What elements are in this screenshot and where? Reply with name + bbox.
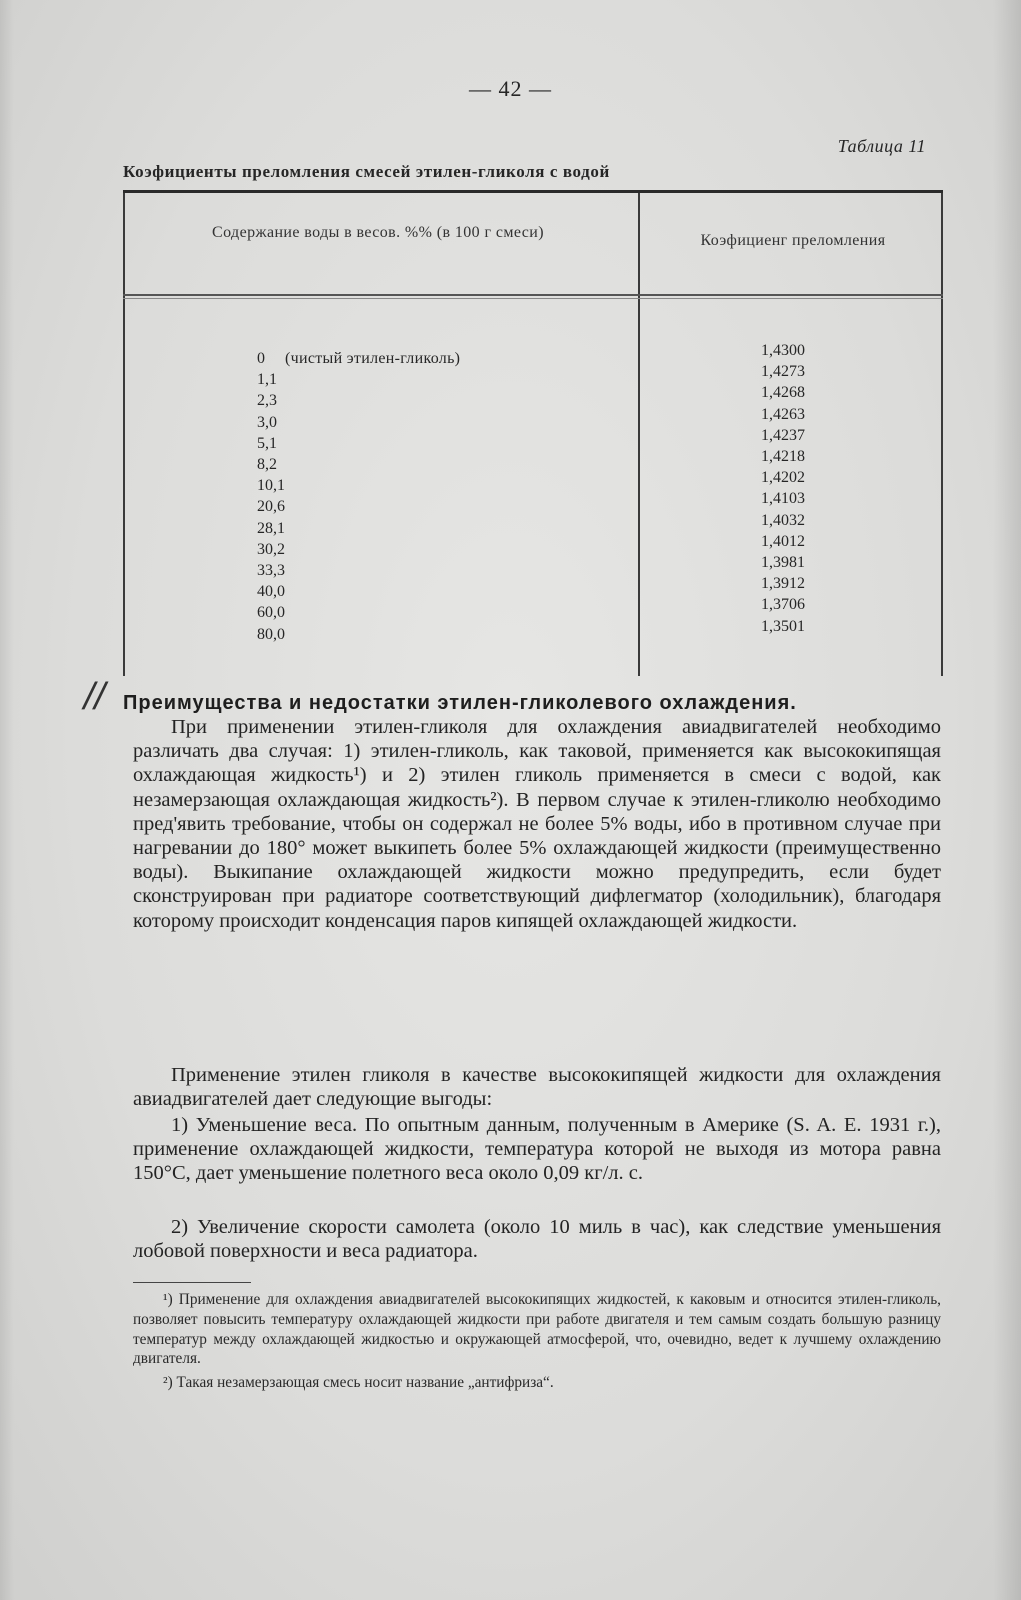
table-column-divider xyxy=(638,193,640,676)
column-header-refraction: Коэфициенг преломления xyxy=(700,232,886,249)
water-content-value: 10,1 xyxy=(257,477,285,495)
water-content-column xyxy=(257,348,460,645)
water-content-value: 33,3 xyxy=(257,562,285,580)
refraction-column xyxy=(761,340,805,637)
body-paragraph xyxy=(133,1215,941,1263)
column-header-water-content: Содержание воды в весов. %% (в 100 г смеси) xyxy=(212,224,544,241)
water-content-cell xyxy=(257,539,460,560)
margin-mark: // xyxy=(79,676,110,718)
table-top-rule xyxy=(123,190,943,193)
refraction-cell: 1,4268 xyxy=(761,384,805,402)
paragraph-text: 1) Уменьшение веса. По опытным данным, полученным в Америке (S. A. E. 1931 г.), применение охлаждающей жидкости, температура которой не выходя из мотора равна 150°С, дает уменьшение полетного веса около 0,09 кг/л. с. xyxy=(133,1114,941,1185)
paragraph-text: При применении этилен-гликоля для охлаждения авиадвигателей необходимо различать два случая: 1) этилен-гликоль, как таковой, применяется как высококипящая охлаждающая жидкость¹) и 2) этилен гликоль применяется в смеси с водой, как незамерзающая охлаждающая жидкость²). В первом случае к этилен-гликолю необходимо пред'явить требование, чтобы он содержал не более 5% воды, ибо в противном случае при нагревании до 180° может выкипеть более 5% охлаждающей жидкости (преимущественно воды). Выкипание охлаждающей жидкости можно предупредить, если будет сконструирован при радиаторе соответствующий дифлегматор (холодильник), благодаря которому происходит конденсация паров кипящей охлаждающей жидкости. xyxy=(133,716,941,932)
page-number: — 42 — xyxy=(469,76,552,101)
table-header-rule xyxy=(123,294,943,296)
table-label: Таблица 11 xyxy=(837,136,926,156)
water-content-cell xyxy=(257,433,460,454)
page-shadow-right xyxy=(993,0,1021,1600)
footnote-1: ¹) Применение для охлаждения авиадвигателей высококипящих жидкостей, к каковым и относится этилен-гликоль, позволяет повысить температуру охлаждающей жидкости при работе двигателя и тем самым создать большую разницу температур между охлаждающей жидкостью и окружающей атмосферой, что, очевидно, ведет к лучшему охлаждению двигателя. xyxy=(133,1291,941,1368)
water-content-value: 1,1 xyxy=(257,371,277,389)
refraction-cell: 1,3912 xyxy=(761,575,805,593)
water-content-value: 80,0 xyxy=(257,625,285,643)
refraction-table xyxy=(123,190,943,676)
water-content-value: 40,0 xyxy=(257,583,285,601)
refraction-cell: 1,4300 xyxy=(761,342,805,359)
refraction-cell: 1,4012 xyxy=(761,532,805,550)
water-content-cell xyxy=(257,412,460,433)
refraction-cell: 1,4032 xyxy=(761,511,805,529)
refraction-cell: 1,4218 xyxy=(761,448,805,466)
water-content-cell xyxy=(257,560,460,581)
refraction-cell: 1,3706 xyxy=(761,596,805,614)
footnotes xyxy=(133,1290,941,1393)
body-paragraph xyxy=(133,1063,941,1111)
water-content-cell xyxy=(257,369,460,390)
refraction-cell: 1,4202 xyxy=(761,469,805,487)
table-header-rule-thin xyxy=(123,298,943,299)
water-content-value: 3,0 xyxy=(257,413,277,431)
paragraph-text: 2) Увеличение скорости самолета (около 10 миль в час), как следствие уменьшения лобовой поверхности и веса радиатора. xyxy=(133,1216,941,1263)
section-heading: Преимущества и недостатки этилен-гликолевого охлаждения. xyxy=(123,692,797,714)
footnote-rule xyxy=(133,1282,251,1283)
water-content-cell xyxy=(257,496,460,517)
refraction-cell: 1,3981 xyxy=(761,554,805,572)
water-content-cell xyxy=(257,348,460,369)
water-content-value: 30,2 xyxy=(257,540,285,558)
footnote-2: ²) Такая незамерзающая смесь носит название „антифриза“. xyxy=(163,1374,554,1392)
table-title: Коэфициенты преломления смесей этилен-гликоля с водой xyxy=(123,162,610,181)
refraction-cell: 1,4263 xyxy=(761,405,805,423)
water-content-value: 60,0 xyxy=(257,604,285,622)
refraction-cell: 1,4273 xyxy=(761,363,805,381)
paragraph-text: Применение этилен гликоля в качестве высококипящей жидкости для охлаждения авиадвигателей дает следующие выгоды: xyxy=(133,1064,941,1111)
refraction-cell: 1,4103 xyxy=(761,490,805,508)
table-right-border xyxy=(941,193,943,676)
water-content-value: 20,6 xyxy=(257,498,285,516)
water-content-cell xyxy=(257,390,460,411)
refraction-cell: 1,3501 xyxy=(761,617,805,635)
water-content-cell xyxy=(257,475,460,496)
refraction-cell: 1,4237 xyxy=(761,426,805,444)
water-content-cell xyxy=(257,624,460,645)
body-paragraph xyxy=(133,1113,941,1186)
water-content-value: 28,1 xyxy=(257,519,285,537)
water-content-cell xyxy=(257,581,460,602)
pure-glycol-note: (чистый этилен-гликоль) xyxy=(285,350,461,367)
water-content-value: 8,2 xyxy=(257,456,277,474)
table-left-border xyxy=(123,193,125,676)
water-content-value: 0 xyxy=(257,350,265,367)
water-content-value: 2,3 xyxy=(257,392,277,410)
page-shadow-left xyxy=(0,0,14,1600)
water-content-cell xyxy=(257,602,460,623)
water-content-cell xyxy=(257,454,460,475)
body-paragraph xyxy=(133,715,941,933)
water-content-cell xyxy=(257,518,460,539)
water-content-value: 5,1 xyxy=(257,434,277,452)
